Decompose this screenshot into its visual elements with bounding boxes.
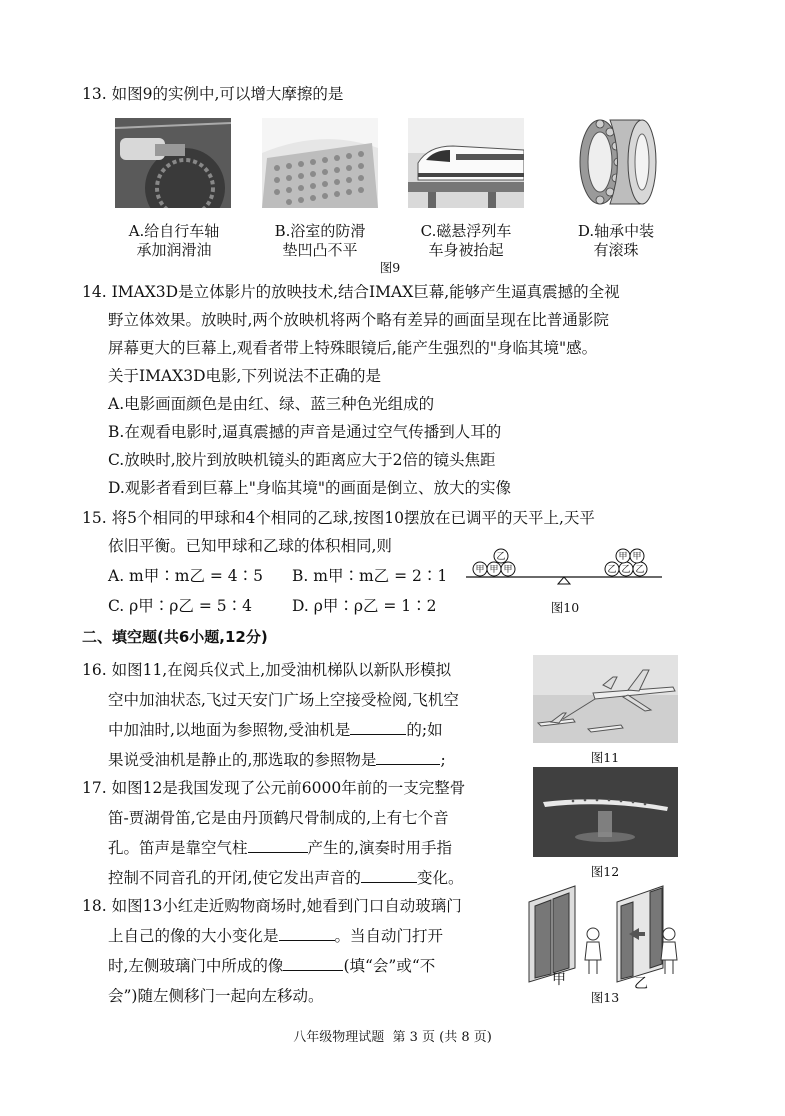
q18-line-2: 上自己的像的大小变化是 。当自动门打开 [108,922,443,950]
ball-jia: 甲 [503,565,513,575]
q14-option-a: A.电影画面颜色是由红、绿、蓝三种色光组成的 [108,395,435,413]
q15-line-2: 依旧平衡。已知甲球和乙球的体积相同,则 [108,537,392,555]
q15-option-c: C. ρ甲∶ρ乙 = 5∶4 [108,597,252,615]
q13-option-b: B.浴室的防滑 垫凹凸不平 [274,222,366,259]
ball-jia: 甲 [475,565,485,575]
balance-figure [462,544,668,596]
figure-10-caption: 图10 [550,600,580,615]
q14-option-b: B.在观看电影时,逼真震撼的声音是通过空气传播到人耳的 [108,423,502,441]
q15-option-b: B. m甲∶m乙 = 2∶1 [292,567,448,585]
q14-option-c: C.放映时,胶片到放映机镜头的距离应大于2倍的镜头焦距 [108,451,496,469]
q16-line-4: 果说受油机是静止的,那选取的参照物是 ; [108,746,446,774]
aerial-refuel-photo [533,655,678,743]
figure-12-caption: 图12 [590,864,620,879]
q14-option-d: D.观影者看到巨幕上"身临其境"的画面是倒立、放大的实像 [108,479,512,497]
ball-yi: 乙 [635,565,645,575]
q16-blank-2 [376,746,440,765]
q14-line-2: 野立体效果。放映时,两个放映机将两个略有差异的画面呈现在比普通影院 [108,311,609,329]
ball-jia: 甲 [632,552,642,562]
q16-line-3: 中加油时,以地面为参照物,受油机是 的;如 [108,716,443,744]
ball-jia: 甲 [618,552,628,562]
q13-stem: 13. 如图9的实例中,可以增大摩擦的是 [82,85,344,103]
q17-blank-2 [361,864,417,883]
q14-line-4: 关于IMAX3D电影,下列说法不正确的是 [108,367,382,385]
q15-option-a: A. m甲∶m乙 = 4∶5 [108,567,264,585]
ball-yi: 乙 [607,565,617,575]
figure-9-caption: 图9 [379,260,401,275]
q17-blank-1 [248,834,308,853]
figure-11-caption: 图11 [590,750,620,765]
bath-mat-photo [262,118,378,208]
ball-yi: 乙 [496,552,506,562]
q17-line-3: 孔。笛声是靠空气柱 产生的,演奏时用手指 [108,834,452,862]
q15-line-1: 15. 将5个相同的甲球和4个相同的乙球,按图10摆放在已调平的天平上,天平 [82,509,595,527]
q15-option-d: D. ρ甲∶ρ乙 = 1∶2 [292,597,437,615]
ball-jia: 甲 [489,565,499,575]
door-label-left: 甲 [552,972,566,988]
q16-line-1: 16. 如图11,在阅兵仪式上,加受油机梯队以新队形模拟 [82,661,452,679]
q13-option-c: C.磁悬浮列车 车身被抬起 [420,222,512,259]
q17-line-2: 笛-贾湖骨笛,它是由丹顶鹤尺骨制成的,上有七个音 [108,809,449,827]
door-label-right: 乙 [634,976,648,992]
auto-door-figure [525,884,685,984]
q17-line-4: 控制不同音孔的开闭,使它发出声音的 变化。 [108,864,463,892]
bicycle-axle-photo [115,118,231,208]
q16-line-2: 空中加油状态,飞过天安门广场上空接受检阅,飞机空 [108,691,459,709]
q13-option-a: A.给自行车轴 承加润滑油 [128,222,220,259]
q17-line-1: 17. 如图12是我国发现了公元前6000年前的一支完整骨 [82,779,466,797]
q18-line-1: 18. 如图13小红走近购物商场时,她看到门口自动玻璃门 [82,897,462,915]
q14-line-3: 屏幕更大的巨幕上,观看者带上特殊眼镜后,能产生强烈的"身临其境"感。 [108,339,598,357]
bone-flute-photo [533,767,678,857]
q14-line-1: 14. IMAX3D是立体影片的放映技术,结合IMAX巨幕,能够产生逼真震撼的全视 [82,283,620,301]
q18-blank-2 [283,952,343,971]
q18-line-4: 会”)随左侧移门一起向左移动。 [108,987,324,1005]
q18-line-3: 时,左侧玻璃门中所成的像 (填“会”或“不 [108,952,435,980]
q18-blank-1 [279,922,335,941]
page-footer: 八年级物理试题 第 3 页 (共 8 页) [293,1030,492,1045]
q13-option-d: D.轴承中装 有滚珠 [577,222,655,259]
section-2-heading: 二、填空题(共6小题,12分) [82,628,268,646]
bearing-photo [570,112,662,212]
ball-yi: 乙 [621,565,631,575]
maglev-train-photo [408,118,524,208]
q16-blank-1 [350,716,406,735]
figure-13-caption: 图13 [590,990,620,1005]
